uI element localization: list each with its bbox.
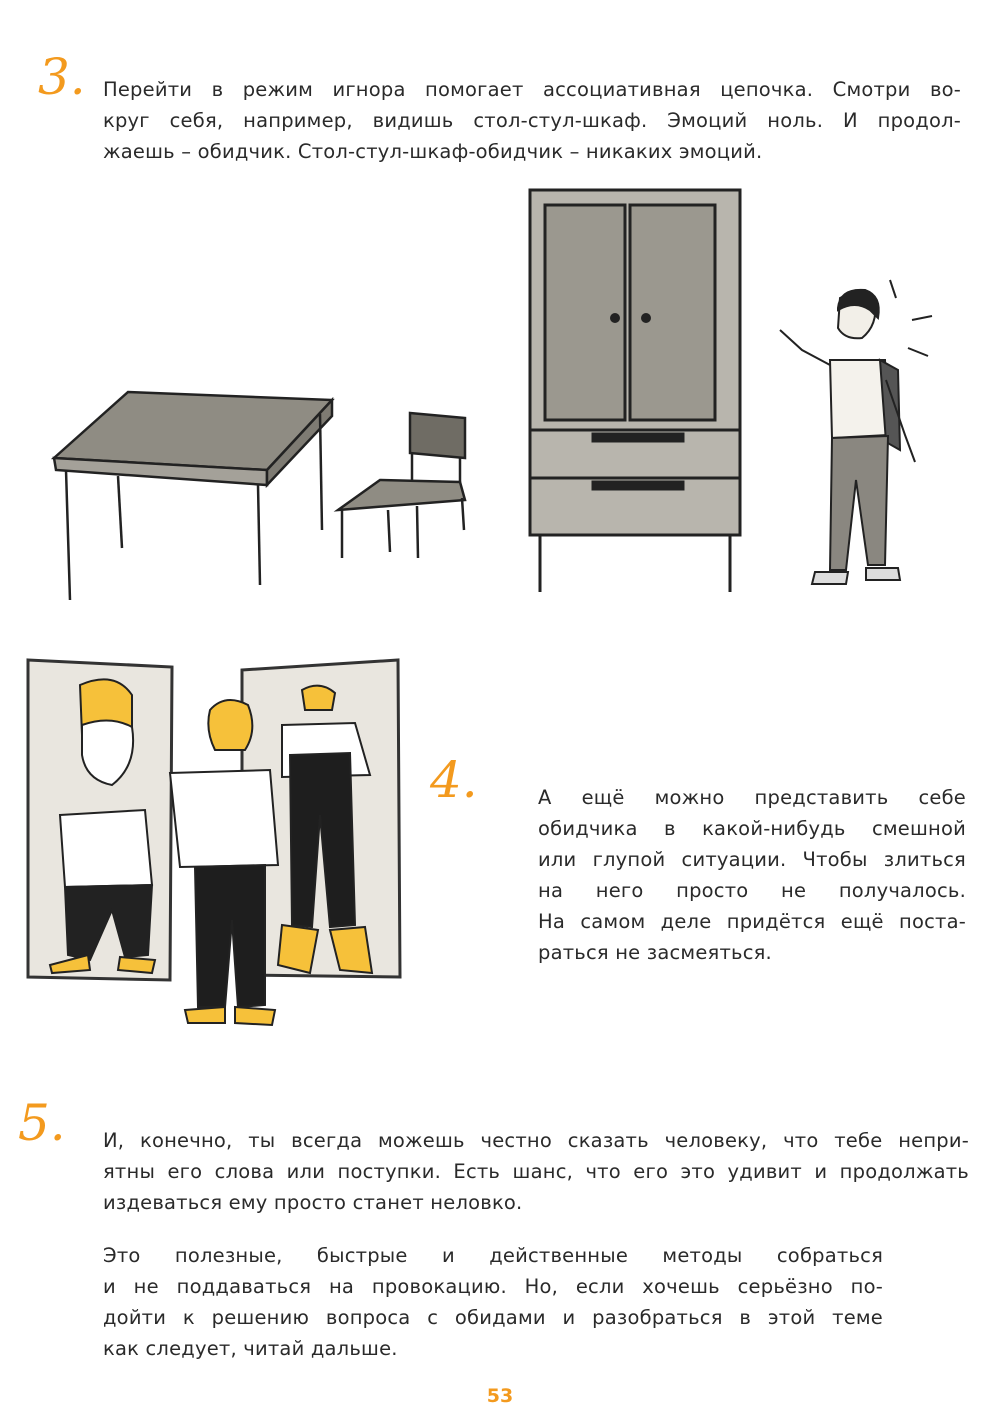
section-3-line: жаешь – обидчик. Стол-стул-шкаф-обидчик – никаких эмоций. xyxy=(103,140,763,163)
section-4-line: раться не засмеяться. xyxy=(538,941,772,964)
section-3-text xyxy=(103,74,961,167)
closing-text xyxy=(103,1240,883,1364)
section-3-line: круг себя, например, видишь стол-стул-шкаф. Эмоций ноль. И продол- xyxy=(103,109,961,132)
wardrobe-drawing xyxy=(530,190,740,592)
section-5-text xyxy=(103,1125,969,1218)
furniture-illustration xyxy=(40,180,970,610)
section-number-5: 5. xyxy=(18,1094,66,1152)
section-5-line: И, конечно, ты всегда можешь честно сказать человеку, что тебе непри- xyxy=(103,1129,969,1152)
section-5-line: ятны его слова или поступки. Есть шанс, что его это удивит и продолжать xyxy=(103,1160,969,1183)
closing-line: и не поддаваться на провокацию. Но, если хочешь серьёзно по- xyxy=(103,1275,883,1298)
section-4-line: или глупой ситуации. Чтобы злиться xyxy=(538,848,966,871)
section-number-4: 4. xyxy=(430,751,478,809)
closing-line: дойти к решению вопроса с обидами и разобраться в этой теме xyxy=(103,1306,883,1329)
section-4-line: А ещё можно представить себе xyxy=(538,786,966,809)
boy-drawing xyxy=(780,280,932,584)
mirror-illustration xyxy=(20,655,420,1045)
section-number-3: 3. xyxy=(38,48,86,106)
section-5-line: издеваться ему просто станет неловко. xyxy=(103,1191,523,1214)
table-drawing xyxy=(54,392,332,600)
section-3-line: Перейти в режим игнора помогает ассоциативная цепочка. Смотри во- xyxy=(103,78,961,101)
section-4-line: на него просто не получалось. xyxy=(538,879,966,902)
closing-line: Это полезные, быстрые и действенные методы собраться xyxy=(103,1244,883,1267)
section-4-line: обидчика в какой-нибудь смешной xyxy=(538,817,966,840)
section-4-line: На самом деле придётся ещё поста- xyxy=(538,910,966,933)
section-4-text xyxy=(538,782,966,968)
page-number: 53 xyxy=(486,1385,514,1407)
chair-drawing xyxy=(338,413,465,558)
closing-line: как следует, читай дальше. xyxy=(103,1337,398,1360)
